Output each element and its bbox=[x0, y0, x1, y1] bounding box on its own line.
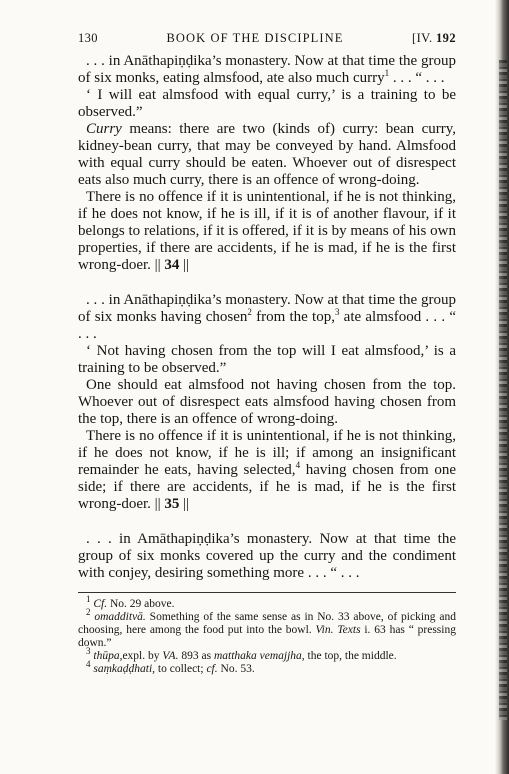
running-title: BOOK OF THE DISCIPLINE bbox=[166, 31, 344, 45]
definition-term: Curry bbox=[86, 121, 122, 137]
footnote-1: $^1$ Cf. No. 29 above. bbox=[86, 594, 175, 610]
footnote-divider bbox=[78, 592, 456, 593]
footnote-4: $^4$ saṃkaḍḍhati, to collect; cf. No. 53. bbox=[86, 659, 255, 675]
rule-35-training-rule: ‘ Not having chosen from the top will I eat almsfood,’ is a training to be observed.” bbox=[78, 343, 456, 376]
footnote-3: $^3$ thūpa,expl. by VA. 893 as matthaka vemajjha, the top, the middle. bbox=[86, 646, 397, 662]
page-number: 130 bbox=[78, 31, 98, 45]
rule-36-intro: . . . in Amāthapiṇḍika’s monastery. Now at that time the group of six monks covered up the curry and the condiment with conjey, desiring something more . . . “ . . . bbox=[78, 531, 456, 581]
rule-number-34: 34 bbox=[164, 257, 180, 273]
rule-35-exceptions: There is no offence if it is unintentional, if he is not thinking, if he does not know, if he is ill; if among an insignificant remainder he eats, having selected,$^4$ having chosen from one side; if there are accidents, if he is mad, if he is the first wrong-doer. || 35 || bbox=[78, 428, 457, 512]
section-number: 192 bbox=[436, 31, 456, 45]
rule-35-explanation: One should eat almsfood not having chosen from the top. Whoever out of disrespect eats almsfood having chosen from the top, there is an offence of wrong-doing. bbox=[78, 377, 456, 427]
rule-34-exceptions: There is no offence if it is unintentional, if he is not thinking, if he does not know, if he is ill, if it is of another flavour, if it belongs to relations, if it is offered, if it is by means of his own properties, if there are accidents, if he is mad, if he is the first wrong-doer. || 34 || bbox=[78, 189, 456, 273]
book-page bbox=[78, 31, 456, 676]
footnote-2: $^2$ omadditvā. Something of the same sense as in No. 33 above, of picking and choosing, here among the food put into the bowl. Vin. Texts i. 63 has “ pressing down.” bbox=[78, 607, 457, 649]
running-header bbox=[78, 31, 456, 53]
page-edge-texture bbox=[499, 60, 507, 720]
rule-number-35: 35 bbox=[164, 496, 180, 512]
rule-34-definition: Curry means: there are two (kinds of) curry: bean curry, kidney-bean curry, that may be conveyed by hand. Almsfood with equal curry should be eaten. Whoever out of disrespect eats also much curry, there is an offence of wrong-doing. bbox=[78, 121, 456, 188]
rule-34-training-rule: ‘ I will eat almsfood with equal curry,’ is a training to be observed.” bbox=[78, 87, 456, 120]
section-reference bbox=[412, 31, 456, 46]
rule-34-intro: . . . in Anāthapiṇḍika’s monastery. Now at that time the group of six monks, eating almsfood, ate also much curry$^1$ . . . “ . . . bbox=[78, 53, 456, 86]
section-prefix: [IV. bbox=[412, 31, 433, 45]
rule-35-intro: . . . in Anāthapiṇḍika’s monastery. Now at that time the group of six monks having chosen$^2$ from the top,$^3$ ate almsfood . . . “ . . . bbox=[78, 292, 457, 342]
